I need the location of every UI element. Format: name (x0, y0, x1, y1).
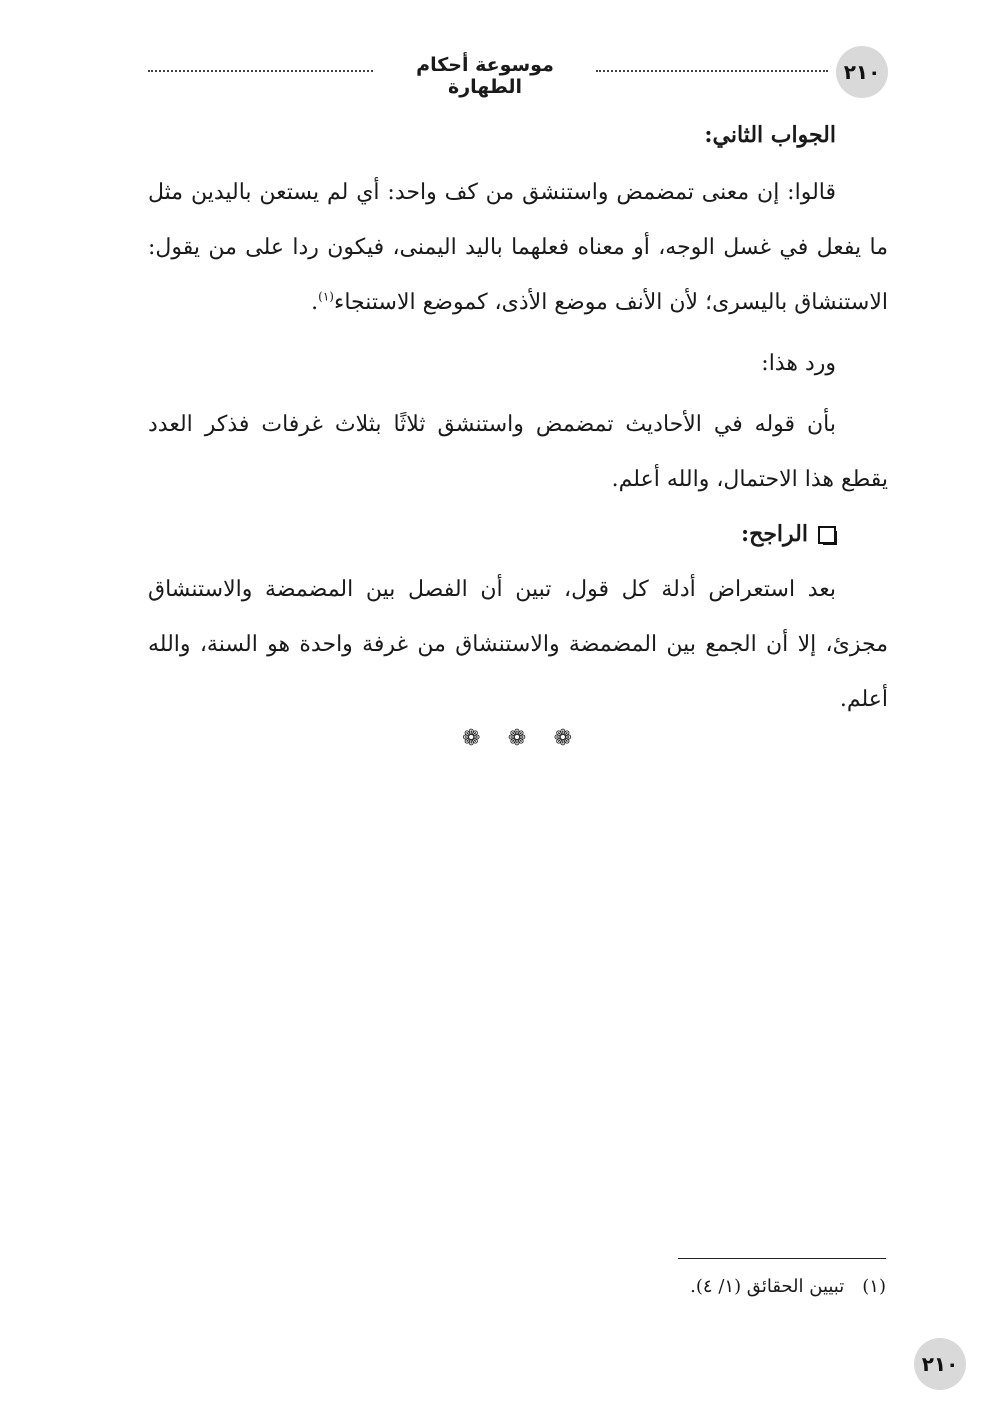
flower-ornament-icon: ❁ (553, 726, 572, 751)
preferred-view-label: الراجح: (741, 521, 808, 547)
paragraph-conclusion: بعد استعراض أدلة كل قول، تبين أن الفصل بين المضمضة والاستنشاق مجزئ، إلا أن الجمع بين المضمضة والاستنشاق من غرفة واحدة هو السنة، والله أعلم. (148, 577, 888, 712)
header-dotted-rule-right (596, 70, 828, 72)
footer-page-number: ٢١٠ (914, 1338, 966, 1390)
paragraph-reply: بأن قوله في الأحاديث تمضمض واستنشق ثلاثًا بثلاث غرفات فذكر العدد يقطع هذا الاحتمال، والله أعلم. (148, 412, 888, 492)
book-title: موسوعة أحكام الطهارة (416, 54, 554, 98)
reply-label: ورد هذا: (761, 351, 836, 376)
header-page-number: ٢١٠ (836, 46, 888, 98)
footnote-separator (678, 1258, 886, 1259)
paragraph-argument (148, 165, 888, 330)
footnote-text: تبيين الحقائق (١/ ٤). (690, 1276, 845, 1297)
footnote-number: (١) (862, 1276, 886, 1297)
flower-ornament-icon: ❁ (507, 726, 527, 751)
paragraph-argument-text: قالوا: إن معنى تمضمض واستنشق من كف واحد: أي لم يستعن باليدين مثل ما يفعل في غسل الوجه، أو معناه فعلهما باليد اليمنى، فيكون ردا على من يقول: الاستنشاق باليسرى؛ لأن الأنف موضع الأذى، كموضع الاستنجاء (148, 180, 888, 315)
footnote (600, 1276, 886, 1297)
checkbox-square-icon (818, 526, 836, 544)
section-ornaments (462, 726, 572, 751)
heading-second-answer: الجواب الثاني: (704, 122, 836, 148)
page-header (148, 46, 890, 98)
heading-preferred-view (148, 507, 888, 562)
flower-ornament-icon: ❁ (462, 726, 481, 751)
main-text (148, 108, 888, 727)
footnote-reference[interactable]: (١) (318, 289, 334, 304)
paragraph-argument-end: . (311, 290, 319, 315)
header-dotted-rule-left (148, 70, 373, 72)
